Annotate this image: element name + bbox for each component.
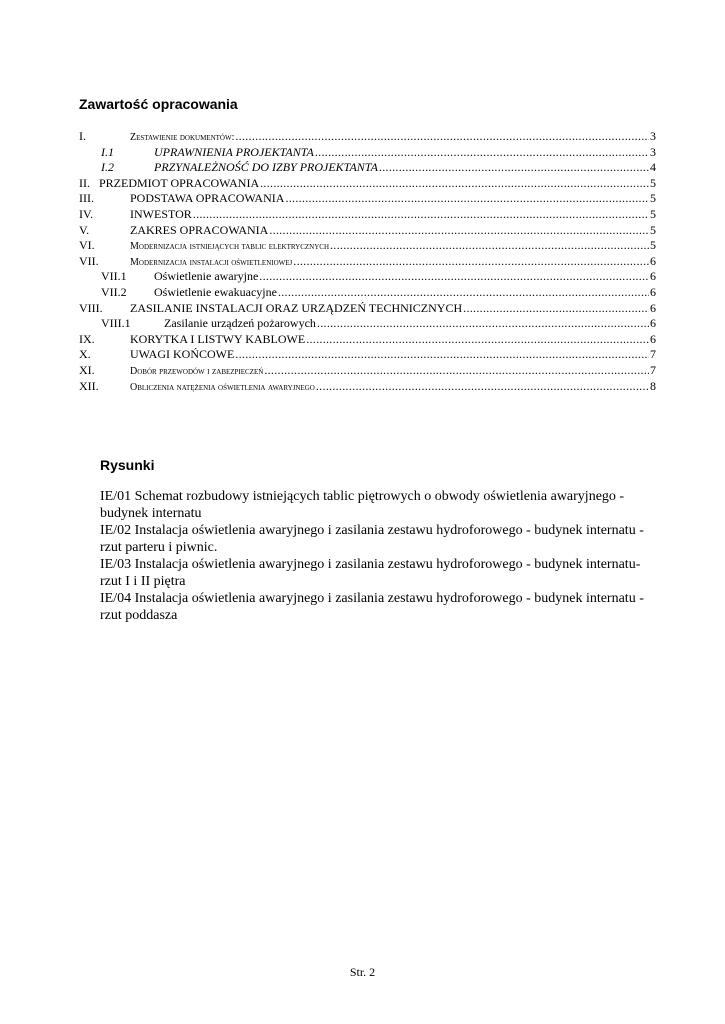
toc-entry-page: 6 <box>650 300 656 315</box>
toc-entry-number: I.2 <box>101 160 114 175</box>
toc-entry-title: UPRAWNIENIA PROJEKTANTA <box>154 144 314 159</box>
toc-entry <box>79 269 656 285</box>
toc-entry-title: Zestawienie dokumentów: <box>130 132 235 143</box>
toc-entry-title: PODSTAWA OPRACOWANIA <box>130 191 285 206</box>
page-number: Str. 2 <box>349 965 376 979</box>
toc-entry-page: 4 <box>650 160 656 175</box>
toc-entry-number: I.1 <box>101 144 114 159</box>
toc-entry-number: X. <box>79 347 91 362</box>
toc-entry <box>79 379 656 395</box>
toc-entry-page: 6 <box>650 269 656 284</box>
toc-entry-title: UWAGI KOŃCOWE <box>130 347 235 362</box>
toc-entry-title: Modernizacja instalacji oświetleniowej <box>130 256 293 268</box>
toc-entry-number: VIII. <box>79 300 103 315</box>
toc-entry <box>79 363 656 379</box>
toc-entry-number: XII. <box>79 378 99 393</box>
figures-title: Rysunki <box>100 457 155 473</box>
figure-item: IE/01 Schemat rozbudowy istniejących tablic piętrowych o obwody oświetlenia awaryjnego - budynek internatu <box>100 489 625 521</box>
toc-entry-page: 5 <box>650 238 656 253</box>
toc-entry-title: Oświetlenie ewakuacyjne <box>154 284 277 299</box>
toc-title: Zawartość opracowania <box>79 96 238 112</box>
toc-entry-title: KORYTKA I LISTWY KABLOWE <box>130 331 306 346</box>
toc-entry-title: Obliczenia natężenia oświetlenia awaryjnego <box>130 381 315 393</box>
toc-entry-page: 6 <box>650 331 656 346</box>
toc-leader-dots <box>259 269 649 285</box>
figure-item: IE/03 Instalacja oświetlenia awaryjnego i zasilania zestawu hydroforowego - budynek internatu- rzut I i II piętra <box>100 557 641 589</box>
figures-list <box>100 488 660 624</box>
toc-entry <box>79 347 656 363</box>
toc-leader-dots <box>317 316 649 332</box>
toc-entry-page: 5 <box>650 191 656 206</box>
toc-entry-title: ZAKRES OPRACOWANIA <box>130 222 269 237</box>
toc-entry <box>79 316 656 332</box>
toc-entry-page: 8 <box>650 378 656 393</box>
toc-entry <box>79 145 656 161</box>
toc-entry <box>79 238 656 254</box>
toc-entry <box>79 254 656 270</box>
toc-entry-number: IV. <box>79 206 94 221</box>
toc-entry-number: VII. <box>79 253 99 268</box>
toc-leader-dots <box>193 207 649 223</box>
toc-leader-dots <box>315 145 649 161</box>
toc-entry-page: 5 <box>650 222 656 237</box>
toc-entry-page: 6 <box>650 284 656 299</box>
toc-entry <box>79 301 656 317</box>
toc-leader-dots <box>235 347 649 363</box>
toc-entry-number: VI. <box>79 238 95 253</box>
toc-entry-number: V. <box>79 222 90 237</box>
toc-entry <box>79 160 656 176</box>
figure-item: IE/02 Instalacja oświetlenia awaryjnego i zasilania zestawu hydroforowego - budynek internatu - rzut parteru i piwnic. <box>100 523 644 555</box>
toc-leader-dots <box>285 191 649 207</box>
toc-entry-page: 5 <box>650 175 656 190</box>
toc-entry-title: Dobór przewodów i zabezpieczeń <box>130 365 264 377</box>
toc-entry-number: III. <box>79 191 94 206</box>
toc-entry-number: XI. <box>79 362 95 377</box>
toc-entry-title: Oświetlenie awaryjne <box>154 269 259 284</box>
table-of-contents <box>79 129 656 394</box>
toc-entry-title: Modernizacja istniejących tablic elektrycznych <box>130 241 329 253</box>
toc-leader-dots <box>293 254 649 270</box>
toc-entry <box>79 176 656 192</box>
toc-leader-dots <box>463 301 649 317</box>
toc-entry <box>79 207 656 223</box>
toc-leader-dots <box>330 238 649 254</box>
toc-entry-number: VII.1 <box>101 269 127 284</box>
toc-entry <box>79 129 656 145</box>
toc-leader-dots <box>260 176 649 192</box>
toc-entry-page: 7 <box>650 347 656 362</box>
toc-leader-dots <box>235 129 649 145</box>
figure-item: IE/04 Instalacja oświetlenia awaryjnego i zasilania zestawu hydroforowego - budynek internatu - rzut poddasza <box>100 591 644 623</box>
toc-entry-number: VIII.1 <box>101 316 131 331</box>
toc-entry-page: 6 <box>650 316 656 331</box>
toc-leader-dots <box>316 379 649 395</box>
toc-entry <box>79 332 656 348</box>
toc-leader-dots <box>306 332 649 348</box>
toc-entry-page: 3 <box>650 129 656 143</box>
toc-entry-title: INWESTOR <box>130 206 192 221</box>
toc-entry <box>79 285 656 301</box>
toc-entry <box>79 223 656 239</box>
toc-entry-title: PRZYNALEŻNOŚĆ DO IZBY PROJEKTANTA <box>154 160 378 175</box>
toc-leader-dots <box>379 160 649 176</box>
toc-entry-page: 6 <box>650 253 656 268</box>
toc-entry-number: I. <box>79 129 86 143</box>
toc-entry-title: PRZEDMIOT OPRACOWANIA <box>99 175 260 190</box>
toc-entry-title: ZASILANIE INSTALACJI ORAZ URZĄDZEŃ TECHNICZNYCH <box>130 300 463 315</box>
toc-entry-number: II. <box>79 175 90 190</box>
toc-entry-page: 3 <box>650 144 656 159</box>
toc-entry-number: IX. <box>79 331 95 346</box>
toc-entry-title: Zasilanie urządzeń pożarowych <box>164 316 316 331</box>
toc-entry-number: VII.2 <box>101 284 127 299</box>
toc-leader-dots <box>278 285 649 301</box>
toc-entry-page: 7 <box>650 362 656 377</box>
toc-entry <box>79 191 656 207</box>
toc-leader-dots <box>264 363 649 379</box>
toc-entry-page: 5 <box>650 206 656 221</box>
toc-leader-dots <box>269 223 649 239</box>
